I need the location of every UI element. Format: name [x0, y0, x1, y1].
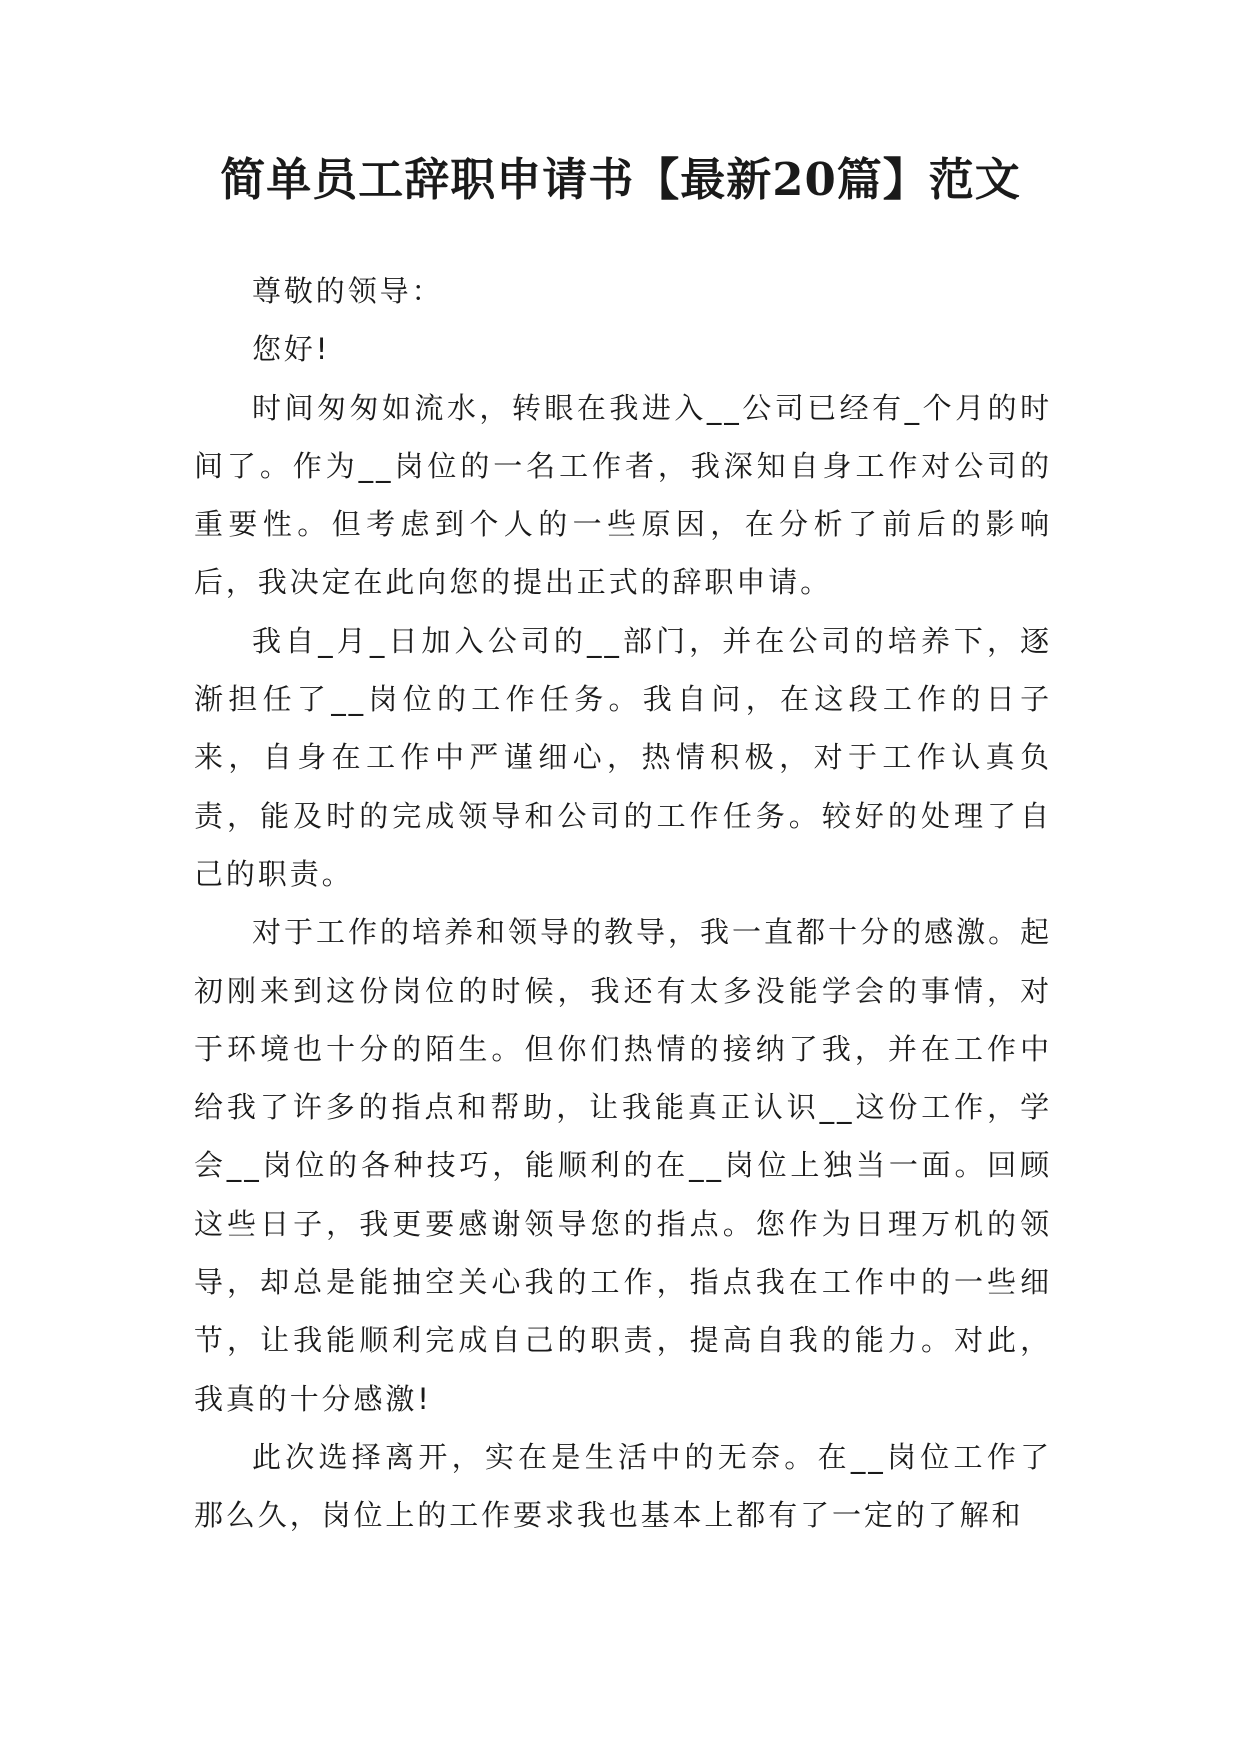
- document-title: 简单员工辞职申请书【最新20篇】范文: [220, 153, 1021, 206]
- body-paragraph: 对于工作的培养和领导的教导，我一直都十分的感激。起初刚来到这份岗位的时候，我还有太多没能学会的事情，对于环境也十分的陌生。但你们热情的接纳了我，并在工作中给我了许多的指点和帮助，让我能真正认识__这份工作，学会__岗位的各种技巧，能顺利的在__岗位上独当一面。回顾这些日子，我更要感谢领导您的指点。您作为日理万机的领导，却总是能抽空关心我的工作，指点我在工作中的一些细节，让我能顺利完成自己的职责，提高自我的能力。对此，我真的十分感激!: [194, 915, 1052, 1416]
- body-paragraph: 我自_月_日加入公司的__部门，并在公司的培养下，逐渐担任了__岗位的工作任务。我自问，在这段工作的日子来，自身在工作中严谨细心，热情积极，对于工作认真负责，能及时的完成领导和公司的工作任务。较好的处理了自己的职责。: [194, 623, 1052, 891]
- document-body: [194, 262, 1052, 1545]
- salutation-paragraph: 尊敬的领导：: [252, 274, 444, 308]
- greeting-paragraph: 您好!: [252, 332, 331, 367]
- body-paragraph: 时间匆匆如流水，转眼在我进入__公司已经有_个月的时间了。作为__岗位的一名工作者，我深知自身工作对公司的重要性。但考虑到个人的一些原因，在分析了前后的影响后，我决定在此向您的提出正式的辞职申请。: [194, 390, 1052, 600]
- body-paragraph: 此次选择离开，实在是生活中的无奈。在__岗位工作了那么久，岗位上的工作要求我也基本上都有了一定的了解和: [194, 1439, 1052, 1533]
